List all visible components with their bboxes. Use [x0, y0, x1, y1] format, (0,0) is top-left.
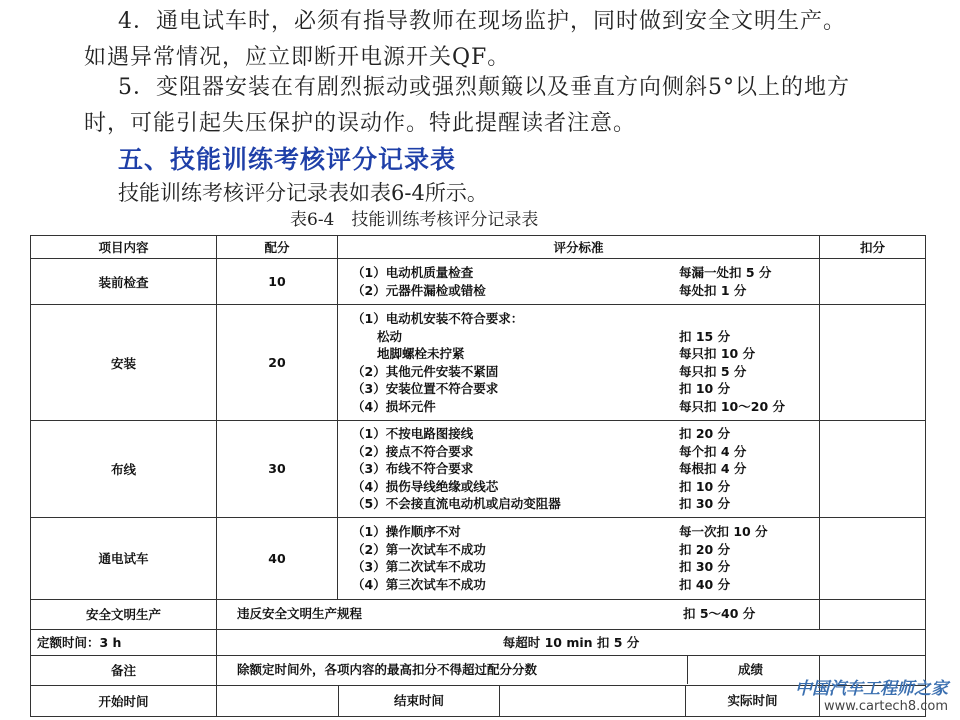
criterion-deduct: 每一次扣 10 分: [679, 524, 768, 539]
criterion-text: （2）接点不符合要求: [352, 443, 474, 459]
criterion-text: （3）第二次试车不成功: [352, 559, 486, 574]
remarks-content: 除额定时间外，各项内容的最高扣分不得超过配分分数: [237, 656, 688, 684]
criterion-deduct: 每处扣 1 分: [679, 282, 747, 298]
criterion-line: [352, 345, 809, 363]
remarks-inner: [237, 656, 813, 684]
criterion-text: 地脚螺栓未拧紧: [352, 346, 465, 361]
criterion-text: （4）损伤导线绝缘或线芯: [352, 478, 499, 494]
criterion-deduct: 扣 10 分: [679, 478, 731, 494]
criterion-text: （2）元器件漏检或错检: [352, 282, 486, 298]
criterion-deduct: 扣 30 分: [679, 496, 731, 511]
criterion-text: （1）电动机质量检查: [352, 265, 474, 280]
criterion-text: （4）损坏元件: [352, 398, 436, 414]
criterion-text: （3）布线不符合要求: [352, 461, 474, 476]
item-cell: 布线: [31, 421, 217, 518]
safety-row: [31, 599, 926, 629]
score-cell: 30: [217, 421, 338, 518]
criterion-deduct: 扣 15 分: [679, 328, 731, 344]
header-deduction: 扣分: [820, 236, 926, 259]
criterion-text: （4）第三次试车不成功: [352, 576, 486, 592]
criterion-line: [223, 605, 813, 623]
time-rule: 每超时 10 min 扣 5 分: [217, 629, 926, 655]
criterion-line: [352, 264, 809, 282]
criterion-deduct: 扣 30 分: [679, 559, 731, 574]
criterion-deduct: 扣 10 分: [679, 381, 731, 396]
criterion-line: [352, 328, 809, 346]
safety-deduct: 扣 5～40 分: [683, 606, 756, 622]
times-inner-cell: [217, 685, 820, 716]
end-time-value[interactable]: [500, 686, 686, 716]
criterion-line: [352, 495, 809, 513]
criterion-deduct: 扣 40 分: [679, 576, 731, 592]
criterion-line: [352, 478, 809, 496]
time-label: 定额时间：3 h: [31, 629, 217, 655]
criterion-deduct: 扣 20 分: [679, 426, 731, 441]
criterion-line: [352, 541, 809, 559]
deduction-cell[interactable]: [820, 259, 926, 305]
watermark-logo-text: 中国汽车工程师之家: [795, 679, 948, 699]
criterion-line: [352, 398, 809, 416]
times-inner: [217, 686, 819, 716]
criteria-cell: [338, 259, 820, 305]
header-criteria: 评分标准: [338, 236, 820, 259]
criterion-line: [352, 310, 809, 328]
safety-criteria: [217, 599, 820, 629]
criterion-text: （5）不会接直流电动机或启动变阻器: [352, 496, 561, 511]
criterion-line: [352, 523, 809, 541]
paragraph-line: 4．通电试车时，必须有指导教师在现场监护，同时做到安全文明生产。: [118, 9, 846, 34]
criterion-deduct: 每个扣 4 分: [679, 443, 747, 459]
safety-text: 违反安全文明生产规程: [237, 606, 363, 622]
criterion-line: [352, 282, 809, 300]
criteria-cell: [338, 517, 820, 599]
start-time-value[interactable]: [217, 686, 339, 716]
times-row: [31, 685, 926, 716]
paragraph-5: [84, 70, 894, 142]
section-heading: 五、技能训练考核评分记录表: [118, 145, 457, 174]
table-caption: 表6-4 技能训练考核评分记录表: [290, 210, 539, 230]
deduction-cell[interactable]: [820, 421, 926, 518]
criterion-text: （1）不按电路图接线: [352, 426, 474, 441]
paragraph-line: 时，可能引起失压保护的误动作。特此提醒读者注意。: [84, 111, 637, 136]
criterion-line: [352, 558, 809, 576]
deduction-cell[interactable]: [820, 305, 926, 421]
score-cell: 20: [217, 305, 338, 421]
safety-label: 安全文明生产: [31, 599, 217, 629]
criterion-line: [352, 460, 809, 478]
criterion-line: [352, 443, 809, 461]
end-time-label: 结束时间: [339, 686, 500, 716]
criterion-deduct: 扣 20 分: [679, 541, 731, 557]
scoring-table: [30, 235, 926, 717]
criterion-text: （2）其他元件安装不紧固: [352, 363, 499, 379]
watermark-url: www.cartech8.com: [824, 699, 948, 714]
remarks-row: [31, 655, 926, 685]
time-row: [31, 629, 926, 655]
criterion-deduct: 每只扣 10～20 分: [679, 398, 785, 414]
criterion-line: [352, 363, 809, 381]
criterion-text: 松动: [352, 328, 403, 344]
criterion-deduct: [679, 310, 809, 328]
criteria-cell: [338, 305, 820, 421]
criterion-deduct: 每漏一处扣 5 分: [679, 265, 772, 280]
item-cell: 装前检查: [31, 259, 217, 305]
deduction-cell[interactable]: [820, 599, 926, 629]
criterion-line: [352, 425, 809, 443]
criterion-line: [352, 576, 809, 594]
paragraph-4: [84, 4, 894, 76]
deduction-cell[interactable]: [820, 517, 926, 599]
table-row: [31, 421, 926, 518]
criterion-line: [352, 380, 809, 398]
score-cell: 40: [217, 517, 338, 599]
header-score: 配分: [217, 236, 338, 259]
remarks-label: 备注: [31, 655, 217, 685]
table-header-row: [31, 236, 926, 259]
criterion-text: （3）安装位置不符合要求: [352, 381, 499, 396]
criteria-cell: [338, 421, 820, 518]
paragraph-line: 5．变阻器安装在有剧烈振动或强烈颠簸以及垂直方向侧斜5°以上的地方: [118, 75, 850, 100]
item-cell: 安装: [31, 305, 217, 421]
actual-time-label: 实际时间: [727, 692, 778, 708]
result-label: 成绩: [737, 662, 763, 677]
criterion-text: （2）第一次试车不成功: [352, 541, 486, 557]
table-row: [31, 517, 926, 599]
remarks-text: [217, 655, 820, 685]
intro-text: 技能训练考核评分记录表如表6-4所示。: [118, 181, 488, 205]
start-time-label: 开始时间: [31, 685, 217, 716]
criterion-text: （1）电动机安装不符合要求：: [352, 311, 524, 326]
header-item: 项目内容: [31, 236, 217, 259]
score-cell: 10: [217, 259, 338, 305]
criterion-deduct: 每只扣 5 分: [679, 363, 747, 379]
criterion-deduct: 每只扣 10 分: [679, 346, 756, 361]
criterion-text: （1）操作顺序不对: [352, 524, 461, 539]
criterion-deduct: 每根扣 4 分: [679, 461, 747, 476]
watermark: [795, 674, 948, 714]
table-row: [31, 259, 926, 305]
paragraph-line: 如遇异常情况，应立即断开电源开关QF。: [84, 45, 511, 70]
table-row: [31, 305, 926, 421]
item-cell: 通电试车: [31, 517, 217, 599]
